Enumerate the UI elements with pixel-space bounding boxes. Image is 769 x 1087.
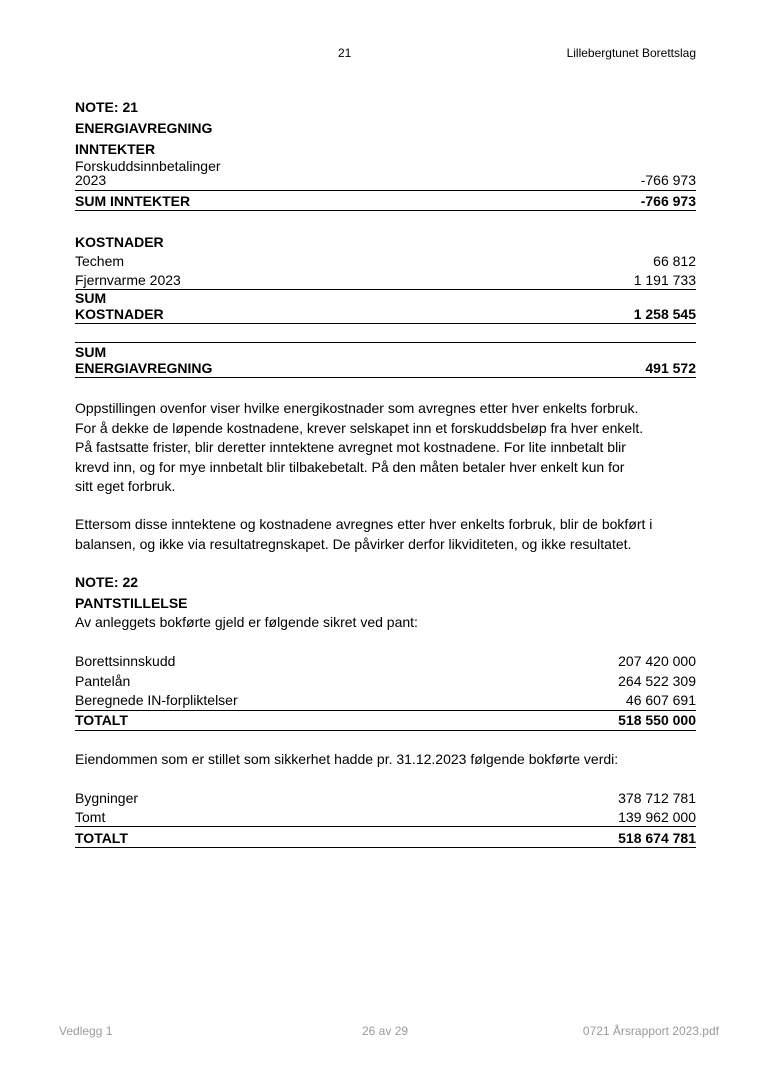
debt-row-value: 46 607 691: [625, 692, 696, 708]
debt-row-label: Beregnede IN-forpliktelser: [75, 692, 238, 708]
debt-row: [75, 673, 696, 690]
total-label-line2: ENERGIAVREGNING: [75, 360, 213, 376]
paragraph-line: krevd inn, og for mye innbetalt blir tilbakebetalt. På den måten betaler hver enkelt kun for: [75, 458, 625, 475]
cost-sum-label-line1: SUM: [75, 290, 107, 306]
cost-row: [75, 253, 696, 270]
asset-row-value: 139 962 000: [618, 809, 696, 825]
cost-sum-label-line2: KOSTNADER: [75, 306, 164, 322]
energy-total-row: [75, 360, 696, 377]
divider: [75, 190, 696, 191]
debt-total-value: 518 550 000: [618, 712, 696, 728]
paragraph-line: sitt eget forbruk.: [75, 478, 176, 495]
asset-row-value: 378 712 781: [618, 790, 696, 806]
divider: [75, 847, 696, 848]
divider: [75, 710, 696, 711]
organization-name: Lillebergtunet Borettslag: [566, 46, 696, 60]
asset-total-label: TOTALT: [75, 830, 128, 846]
divider: [75, 323, 696, 324]
divider: [75, 210, 696, 211]
cost-row: [75, 272, 696, 289]
debt-total-row: [75, 712, 696, 729]
note-21-title: NOTE: 21: [75, 99, 139, 115]
cost-heading: KOSTNADER: [75, 234, 164, 250]
income-heading: INNTEKTER: [75, 141, 156, 157]
cost-sum-row: [75, 306, 696, 323]
divider: [75, 289, 696, 290]
paragraph-line: Ettersom disse inntektene og kostnadene avregnes etter hver enkelts forbruk, blir de bokført i: [75, 516, 653, 532]
asset-row-label: Bygninger: [75, 790, 139, 806]
asset-row: [75, 790, 696, 807]
paragraph-line: På fastsatte frister, blir deretter inntektene avregnet mot kostnadene. For lite innbetalt blir: [75, 439, 626, 456]
income-row-label-line2: 2023: [75, 172, 107, 188]
note-22-subtitle: PANTSTILLELSE: [75, 595, 188, 611]
income-row-label-line1: Forskuddsinnbetalinger: [75, 158, 221, 174]
debt-row-label: Borettsinnskudd: [75, 653, 176, 669]
asset-total-value: 518 674 781: [618, 830, 696, 846]
debt-row: [75, 692, 696, 709]
cost-row-value: 66 812: [653, 253, 696, 269]
cost-row-label: Fjernvarme 2023: [75, 272, 181, 288]
footer-filename: 0721 Årsrapport 2023.pdf: [582, 1024, 719, 1038]
paragraph-line: For å dekke de løpende kostnadene, krever selskapet inn et forskuddsbeløp fra hver enkelt.: [75, 419, 644, 436]
explanation-paragraph: [75, 515, 705, 554]
page-number: 21: [338, 46, 352, 60]
paragraph-line: balansen, og ikke via resultatregnskapet. De påvirker derfor likviditeten, og ikke resultatet.: [75, 535, 632, 552]
divider: [75, 342, 696, 343]
debt-total-label: TOTALT: [75, 712, 128, 728]
paragraph-line: Oppstillingen ovenfor viser hvilke energikostnader som avregnes etter hver enkelts forbruk.: [75, 400, 639, 416]
income-sum-label: SUM INNTEKTER: [75, 193, 191, 209]
divider: [75, 730, 696, 731]
income-sum-value: -766 973: [640, 193, 696, 209]
cost-row-label: Techem: [75, 253, 125, 269]
debt-row-value: 207 420 000: [618, 653, 696, 669]
divider: [75, 826, 696, 827]
cost-row-value: 1 191 733: [633, 272, 696, 288]
income-row-value: -766 973: [640, 172, 696, 188]
note-22-title: NOTE: 22: [75, 574, 139, 590]
asset-total-row: [75, 830, 696, 847]
debt-row-label: Pantelån: [75, 673, 131, 689]
debt-row: [75, 653, 696, 670]
footer-attachment: Vedlegg 1: [59, 1024, 113, 1038]
cost-sum-value: 1 258 545: [633, 306, 696, 322]
income-row: [75, 172, 696, 189]
total-value: 491 572: [645, 360, 696, 376]
debt-row-value: 264 522 309: [618, 673, 696, 689]
asset-intro: Eiendommen som er stillet som sikkerhet hadde pr. 31.12.2023 følgende bokførte verdi:: [75, 751, 619, 767]
divider: [75, 377, 696, 378]
footer-page-count: 26 av 29: [362, 1024, 409, 1038]
explanation-paragraph: [75, 399, 705, 497]
asset-row-label: Tomt: [75, 809, 106, 825]
asset-row: [75, 809, 696, 826]
total-label-line1: SUM: [75, 344, 107, 360]
pledge-intro: Av anleggets bokførte gjeld er følgende sikret ved pant:: [75, 614, 418, 630]
income-sum-row: [75, 193, 696, 210]
note-21-subtitle: ENERGIAVREGNING: [75, 120, 213, 136]
